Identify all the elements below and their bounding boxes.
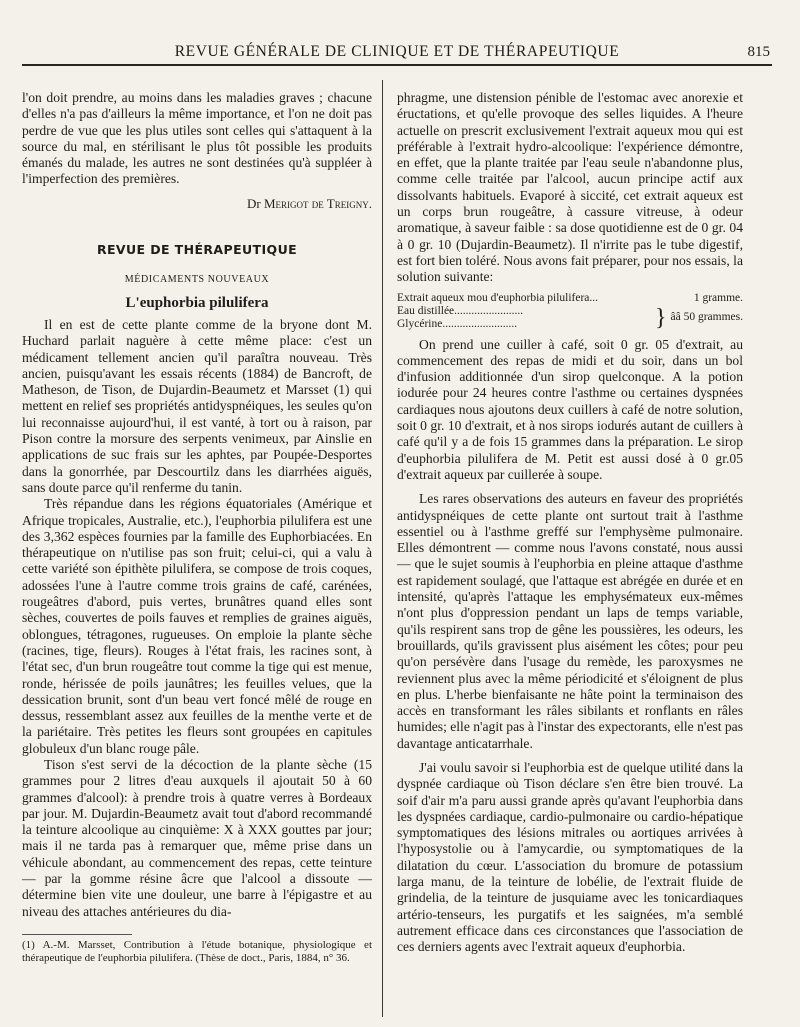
- signature-name: Merigot de Treigny.: [263, 195, 372, 211]
- brace-icon: }: [655, 304, 667, 331]
- formula-ingredient: Eau distillée........................: [397, 304, 524, 317]
- formula-brace-group: [397, 305, 743, 331]
- formula-quantity: 1 gramme.: [693, 291, 743, 304]
- article-title: L'euphorbia pilulifera: [125, 294, 269, 311]
- formula-line: [397, 292, 743, 305]
- two-column-body: [22, 90, 772, 1017]
- formula-ingredient: Glycérine..........................: [397, 317, 518, 330]
- left-column: [22, 90, 382, 1017]
- body-paragraph: Très répandue dans les régions équatoriales (Amérique et Afrique tropicales, Australie, etc.), l'euphorbia pilulifera est une des 3,362 espèces fournies par la famille des Euphorbiacées. En thérapeutique on n'utilise pas son fruit; celui-ci, qui a valu à cette variété son épithète pilulifera, se compose de trois coques, adossées l'une à l'autre comme trois grains de café, carénées, rougeâtres d'abord, puis vertes, brunâtres quand elles sont sèches, couvertes de poils fauves et remplies de graines aiguës, oblongues, tétragones, rugueuses. On emploie la plante sèche (racines, tige, fleurs). Rouges à l'état frais, les racines sont, à l'état sec, d'un brun rougeâtre tout comme la tige qui est menue, ronde, hérissée de poils jaunâtres; les feuilles velues, que la dessication brunit, sont d'un beau vert foncé mêlé de rouge en dessus, ressemblant assez aux feuilles de la menthe verte et de la pariétaire. Très petites les fleurs sont groupées en capitules globuleux d'un blanc rouge pâle.: [22, 496, 372, 756]
- body-paragraph: Tison s'est servi de la décoction de la plante sèche (15 grammes pour 2 litres d'eau auxquels il ajoutait 50 à 60 grammes d'alcool): à prendre trois à quatre verres à Bordeaux par jour. M. Dujardin-Beaumetz avait tout d'abord recommandé la teinture alcoolique au cinquième: X à XXX gouttes par jour; mais il ne tarda pas à remarquer que, même prise dans un véhicule abondant, au commencement des repas, cette teinture — par la gomme résine âcre que l'alcool a dissoute — détermine bien vite une douleur, une barre à l'épigastre et au niveau des attaches antérieures du dia-: [22, 756, 372, 919]
- body-paragraph: J'ai voulu savoir si l'euphorbia est de quelque utilité dans la dyspnée cardiaque où Tison déclare s'en être bien trouvé. La soif d'air m'a paru aussi grande après qu'avant l'euphorbia dans les dyspnées cardiaque, cardio-pulmonaire ou cardio-hépatique symptomatiques des lésions mitrales ou aortiques arrivées à l'hyposystolie ou à l'amycardie, ou symptomatiques de la dilatation du cœur. L'association du bromure de potassium larga manu, de la teinture de lobélie, de l'extrait fluide de grindelia, de la teinture de jusquiame avec les tonicardiaques artério-tenseurs, les purgatifs et les saignées, m'a semblé autrement efficace dans ces circonstances que l'association de ces derniers agents avec l'extrait aqueux d'euphorbia.: [397, 759, 743, 955]
- author-signature: [22, 196, 372, 212]
- body-paragraph: phragme, une distension pénible de l'estomac avec anorexie et éructations, et qu'elle provoque des selles liquides. A l'heure actuelle on prescrit exclusivement l'extrait aqueux mou qui est préférable à l'extrait hydro-alcoolique: l'expérience démontre, en effet, que la plante traitée par l'eau seule n'abandonne plus, comme celle traitée par l'alcool, aucun principe actif aux dissolvants habituels. Evaporé à siccité, cet extrait aqueux est un corps brun rougeâtre, à cassure vitreuse, à odeur aromatique, à saveur faible : sa dose quotidienne est de 0 gr. 04 à 0 gr. 10 (Dujardin-Beaumetz). Il n'irrite pas le tube digestif, est fort bien toléré. Nous avons fait préparer, pour nos essais, la solution suivante:: [397, 90, 743, 285]
- body-paragraph: Il en est de cette plante comme de la bryone dont M. Huchard parlait naguère à cette même place: c'est un médicament tellement ancien qu'il paraîtra nouveau. Très ancien, puisqu'avant les essais récents (1884) de Bancroft, de Matheson, de Tison, de Dujardin-Beaumetz et Marsset (1) qui mettent en relief ses propriétés antidyspnéiques, les seules qu'on lui reconnaisse aujourd'hui, il est vanté, à tort ou à raison, par Pison contre la morsure des serpents venimeux, par Ainslie en applications de suc frais sur les aphtes, par Poupée-Desportes dans la gonorrhée, par Descourtilz dans les diarrhées aiguës, sans doute parce qu'il renferme du tanin.: [22, 316, 372, 495]
- formula-quantity: ââ 50 grammes.: [670, 311, 743, 324]
- right-column: [383, 90, 743, 1017]
- formula-ingredient: Extrait aqueux mou d'euphorbia pilulifera...: [397, 291, 599, 304]
- journal-title: REVUE GÉNÉRALE DE CLINIQUE ET DE THÉRAPEUTIQUE: [174, 43, 620, 60]
- prescription-formula: [397, 292, 743, 331]
- body-paragraph: Les rares observations des auteurs en faveur des propriétés antidyspnéiques de cette plante ont surtout trait à l'asthme essentiel ou à l'asthme greffé sur l'emphysème pulmonaire. Elles démontrent — comme nous l'avons constaté, nous aussi — que le sujet soumis à l'euphorbia en pleine attaque d'asthme est rapidement soulagé, que l'attaque est abrégée en durée et en intensité, qu'après l'attaque les emphysémateux eux-mêmes n'ont plus d'oppression pendant un laps de temps variable, qu'ils respirent sans trop de gêne les poussières, les odeurs, les brouillards, qu'ils gravissent plus aisément les côtes; pour peu qu'on persévère dans l'usage du remède, les paroxysmes ne reviennent plus avec la même périodicité et s'éloignent de plus en plus. L'herbe bienfaisante ne hâte point la terminaison des accès en transformant les râles sibilants et ronflants en râles humides; elle n'agit pas à l'instar des expectorants, elle n'est pas davantage anticatarrhale.: [397, 491, 743, 751]
- signature-prefix: Dr: [247, 195, 261, 211]
- running-header: [22, 36, 772, 66]
- section-title: REVUE DE THÉRAPEUTIQUE: [96, 242, 298, 258]
- section-subheading: MÉDICAMENTS NOUVEAUX: [124, 274, 270, 286]
- body-paragraph: On prend une cuiller à café, soit 0 gr. 05 d'extrait, au commencement des repas de midi et du soir, dans un bol d'infusion additionnée d'un sirop quelconque. A la potion iodurée pour 24 heures contre l'asthme ou certaines dyspnées cardiaques nous ajoutons deux cuillers à café de notre solution, soit 0 gr. 10 d'extrait, et à nos sirops iodurés autant de cuillers à café qu'il y a de fois 15 grammes dans la préparation. Le sirop d'euphorbia pilulifera de M. Petit est aussi dosé à 0 gr.05 d'extrait aqueux par cuillerée à soupe.: [397, 336, 743, 482]
- intro-paragraph: l'on doit prendre, au moins dans les maladies graves ; chacune d'elles n'a pas d'ailleurs la même importance, et l'on ne doit pas perdre de vue que les plus utiles sont celles qui s'attaquent à la source du mal, en stérilisant le plus tôt possible les produits émanés du malade, les autres ne sont destinées qu'à suppléer à l'imperfection des premières.: [22, 90, 372, 187]
- footnote-divider: [22, 934, 132, 935]
- page-number: 815: [747, 44, 770, 60]
- footnote: (1) A.-M. Marsset, Contribution à l'étude botanique, physiologique et thérapeutique de l'euphorbia pilulifera. (Thèse de doct., Paris, 1884, n° 36.: [22, 938, 372, 964]
